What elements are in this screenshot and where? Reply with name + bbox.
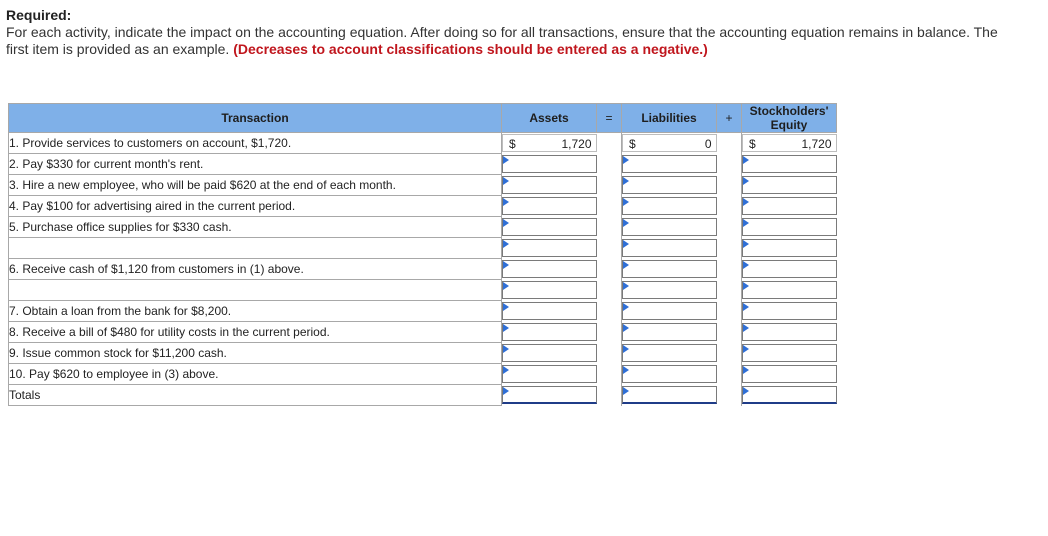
input-marker-icon bbox=[623, 177, 629, 185]
plus-gap bbox=[717, 175, 742, 196]
totals-row bbox=[9, 385, 837, 406]
input-marker-icon bbox=[743, 303, 749, 311]
liabilities-input[interactable] bbox=[622, 365, 717, 383]
equity-currency: $ bbox=[749, 137, 756, 152]
input-marker-icon bbox=[503, 324, 509, 332]
input-marker-icon bbox=[743, 387, 749, 395]
input-marker-icon bbox=[743, 240, 749, 248]
liabilities-cell bbox=[622, 175, 717, 196]
equity-header-line1: Stockholders' bbox=[749, 104, 829, 118]
input-marker-icon bbox=[743, 261, 749, 269]
plus-gap bbox=[717, 301, 742, 322]
liabilities-currency: $ bbox=[629, 137, 636, 152]
liabilities-cell bbox=[622, 259, 717, 280]
transaction-row bbox=[9, 322, 837, 343]
input-marker-icon bbox=[503, 240, 509, 248]
input-marker-icon bbox=[503, 303, 509, 311]
equity-input[interactable] bbox=[742, 239, 837, 257]
transaction-label: 2. Pay $330 for current month's rent. bbox=[9, 154, 502, 175]
transaction-row bbox=[9, 175, 837, 196]
instructions-body: For each activity, indicate the impact on the accounting equation. After doing so for all transactions, ensure that the accounting equation remains in balance. The first item is provided as an example. bbox=[6, 24, 998, 57]
instructions bbox=[6, 6, 1006, 58]
assets-cell bbox=[502, 175, 597, 196]
transaction-row bbox=[9, 364, 837, 385]
equals-gap bbox=[597, 322, 622, 343]
instructions-text bbox=[6, 24, 1006, 58]
equity-cell bbox=[742, 322, 837, 343]
assets-cell bbox=[502, 301, 597, 322]
liabilities-input[interactable] bbox=[622, 281, 717, 299]
assets-cell bbox=[502, 343, 597, 364]
plus-gap bbox=[717, 385, 742, 406]
input-marker-icon bbox=[503, 177, 509, 185]
plus-gap bbox=[717, 238, 742, 259]
plus-gap bbox=[717, 364, 742, 385]
liabilities-cell bbox=[622, 154, 717, 175]
equity-input[interactable] bbox=[742, 260, 837, 278]
liabilities-cell bbox=[622, 217, 717, 238]
equals-gap bbox=[597, 364, 622, 385]
plus-sign: + bbox=[717, 104, 742, 133]
equals-gap bbox=[597, 343, 622, 364]
assets-cell bbox=[502, 259, 597, 280]
equity-cell bbox=[742, 280, 837, 301]
assets-cell bbox=[502, 322, 597, 343]
required-heading: Required: bbox=[6, 7, 72, 23]
equity-cell bbox=[742, 196, 837, 217]
assets-cell bbox=[502, 154, 597, 175]
plus-gap bbox=[717, 259, 742, 280]
plus-gap bbox=[717, 322, 742, 343]
equals-gap bbox=[597, 175, 622, 196]
equals-gap bbox=[597, 217, 622, 238]
transaction-row bbox=[9, 154, 837, 175]
assets-cell bbox=[502, 196, 597, 217]
input-marker-icon bbox=[503, 387, 509, 395]
liabilities-cell bbox=[622, 280, 717, 301]
transaction-row bbox=[9, 196, 837, 217]
plus-gap bbox=[717, 280, 742, 301]
input-marker-icon bbox=[503, 219, 509, 227]
example-row bbox=[9, 133, 837, 154]
accounting-equation-table bbox=[8, 103, 837, 406]
input-marker-icon bbox=[503, 366, 509, 374]
assets-input[interactable] bbox=[502, 365, 597, 383]
equals-gap bbox=[597, 259, 622, 280]
assets-input[interactable] bbox=[502, 218, 597, 236]
equity-cell bbox=[742, 259, 837, 280]
input-marker-icon bbox=[623, 303, 629, 311]
liabilities-cell bbox=[622, 196, 717, 217]
transaction-label: 9. Issue common stock for $11,200 cash. bbox=[9, 343, 502, 364]
equals-gap bbox=[597, 133, 622, 154]
transaction-label: 7. Obtain a loan from the bank for $8,200. bbox=[9, 301, 502, 322]
equals-sign: = bbox=[597, 104, 622, 133]
liabilities-input[interactable] bbox=[622, 260, 717, 278]
equals-gap bbox=[597, 238, 622, 259]
input-marker-icon bbox=[503, 198, 509, 206]
transaction-label: 8. Receive a bill of $480 for utility costs in the current period. bbox=[9, 322, 502, 343]
assets-input[interactable] bbox=[502, 155, 597, 173]
equity-header-line2: Equity bbox=[770, 118, 808, 132]
transaction-row bbox=[9, 343, 837, 364]
liabilities-cell bbox=[622, 364, 717, 385]
input-marker-icon bbox=[623, 261, 629, 269]
input-marker-icon bbox=[623, 387, 629, 395]
plus-gap bbox=[717, 154, 742, 175]
equity-cell bbox=[742, 154, 837, 175]
input-marker-icon bbox=[623, 345, 629, 353]
liabilities-total-input[interactable] bbox=[622, 386, 717, 404]
input-marker-icon bbox=[623, 282, 629, 290]
transaction-label: 6. Receive cash of $1,120 from customers in (1) above. bbox=[9, 259, 502, 280]
input-marker-icon bbox=[743, 345, 749, 353]
plus-gap bbox=[717, 133, 742, 154]
assets-header: Assets bbox=[502, 104, 597, 133]
equity-cell bbox=[742, 301, 837, 322]
equity-input[interactable] bbox=[742, 344, 837, 362]
equity-cell bbox=[742, 175, 837, 196]
transaction-row bbox=[9, 217, 837, 238]
input-marker-icon bbox=[623, 324, 629, 332]
liabilities-amount: 0 bbox=[704, 137, 712, 152]
assets-input[interactable] bbox=[502, 197, 597, 215]
input-marker-icon bbox=[743, 156, 749, 164]
equity-cell bbox=[742, 217, 837, 238]
transaction-label: 5. Purchase office supplies for $330 cash. bbox=[9, 217, 502, 238]
input-marker-icon bbox=[503, 282, 509, 290]
input-marker-icon bbox=[503, 156, 509, 164]
liabilities-cell bbox=[622, 322, 717, 343]
input-marker-icon bbox=[623, 198, 629, 206]
transaction-row bbox=[9, 280, 837, 301]
equity-input[interactable] bbox=[742, 155, 837, 173]
assets-total-input[interactable] bbox=[502, 386, 597, 404]
assets-input[interactable] bbox=[502, 260, 597, 278]
liabilities-input[interactable] bbox=[622, 344, 717, 362]
liabilities-input[interactable] bbox=[622, 197, 717, 215]
assets-input[interactable] bbox=[502, 302, 597, 320]
assets-input[interactable] bbox=[502, 281, 597, 299]
equity-header bbox=[742, 104, 837, 133]
equity-input[interactable] bbox=[742, 176, 837, 194]
input-marker-icon bbox=[743, 198, 749, 206]
equity-input[interactable] bbox=[742, 197, 837, 215]
liabilities-input[interactable] bbox=[622, 239, 717, 257]
assets-cell bbox=[502, 280, 597, 301]
liabilities-cell bbox=[622, 301, 717, 322]
equity-cell bbox=[742, 133, 837, 154]
transaction-label bbox=[9, 280, 502, 301]
equity-cell bbox=[742, 364, 837, 385]
transaction-label: 1. Provide services to customers on account, $1,720. bbox=[9, 133, 502, 154]
equity-input[interactable] bbox=[742, 323, 837, 341]
liabilities-example-value bbox=[622, 134, 717, 152]
assets-currency: $ bbox=[509, 137, 516, 152]
liabilities-header: Liabilities bbox=[622, 104, 717, 133]
equals-gap bbox=[597, 196, 622, 217]
liabilities-input[interactable] bbox=[622, 218, 717, 236]
input-marker-icon bbox=[743, 219, 749, 227]
input-marker-icon bbox=[623, 366, 629, 374]
input-marker-icon bbox=[623, 156, 629, 164]
transaction-header: Transaction bbox=[9, 104, 502, 133]
input-marker-icon bbox=[743, 366, 749, 374]
equity-cell bbox=[742, 343, 837, 364]
assets-cell bbox=[502, 133, 597, 154]
input-marker-icon bbox=[623, 219, 629, 227]
transaction-label: 4. Pay $100 for advertising aired in the current period. bbox=[9, 196, 502, 217]
liabilities-total-cell bbox=[622, 385, 717, 406]
header-row bbox=[9, 104, 837, 133]
totals-label: Totals bbox=[9, 385, 502, 406]
input-marker-icon bbox=[503, 345, 509, 353]
assets-amount: 1,720 bbox=[561, 137, 592, 152]
plus-gap bbox=[717, 196, 742, 217]
equals-gap bbox=[597, 301, 622, 322]
liabilities-input[interactable] bbox=[622, 155, 717, 173]
assets-cell bbox=[502, 364, 597, 385]
assets-cell bbox=[502, 217, 597, 238]
liabilities-input[interactable] bbox=[622, 302, 717, 320]
assets-input[interactable] bbox=[502, 323, 597, 341]
equity-cell bbox=[742, 238, 837, 259]
transaction-label: 3. Hire a new employee, who will be paid $620 at the end of each month. bbox=[9, 175, 502, 196]
equals-gap bbox=[597, 280, 622, 301]
input-marker-icon bbox=[743, 282, 749, 290]
liabilities-input[interactable] bbox=[622, 176, 717, 194]
transaction-row bbox=[9, 238, 837, 259]
transaction-row bbox=[9, 301, 837, 322]
input-marker-icon bbox=[743, 177, 749, 185]
equity-input[interactable] bbox=[742, 218, 837, 236]
equity-input[interactable] bbox=[742, 302, 837, 320]
input-marker-icon bbox=[503, 261, 509, 269]
assets-example-value bbox=[502, 134, 597, 152]
assets-total-cell bbox=[502, 385, 597, 406]
assets-input[interactable] bbox=[502, 176, 597, 194]
liabilities-cell bbox=[622, 343, 717, 364]
input-marker-icon bbox=[623, 240, 629, 248]
assets-input[interactable] bbox=[502, 344, 597, 362]
plus-gap bbox=[717, 343, 742, 364]
equals-gap bbox=[597, 385, 622, 406]
transaction-label bbox=[9, 238, 502, 259]
plus-gap bbox=[717, 217, 742, 238]
equity-total-cell bbox=[742, 385, 837, 406]
equity-example-value bbox=[742, 134, 837, 152]
assets-input[interactable] bbox=[502, 239, 597, 257]
equity-input[interactable] bbox=[742, 281, 837, 299]
instructions-emphasis: (Decreases to account classifications should be entered as a negative.) bbox=[233, 41, 708, 57]
assets-cell bbox=[502, 238, 597, 259]
liabilities-cell bbox=[622, 238, 717, 259]
liabilities-cell bbox=[622, 133, 717, 154]
equity-amount: 1,720 bbox=[801, 137, 832, 152]
input-marker-icon bbox=[743, 324, 749, 332]
liabilities-input[interactable] bbox=[622, 323, 717, 341]
equity-total-input[interactable] bbox=[742, 386, 837, 404]
transaction-label: 10. Pay $620 to employee in (3) above. bbox=[9, 364, 502, 385]
equals-gap bbox=[597, 154, 622, 175]
equity-input[interactable] bbox=[742, 365, 837, 383]
transaction-row bbox=[9, 259, 837, 280]
